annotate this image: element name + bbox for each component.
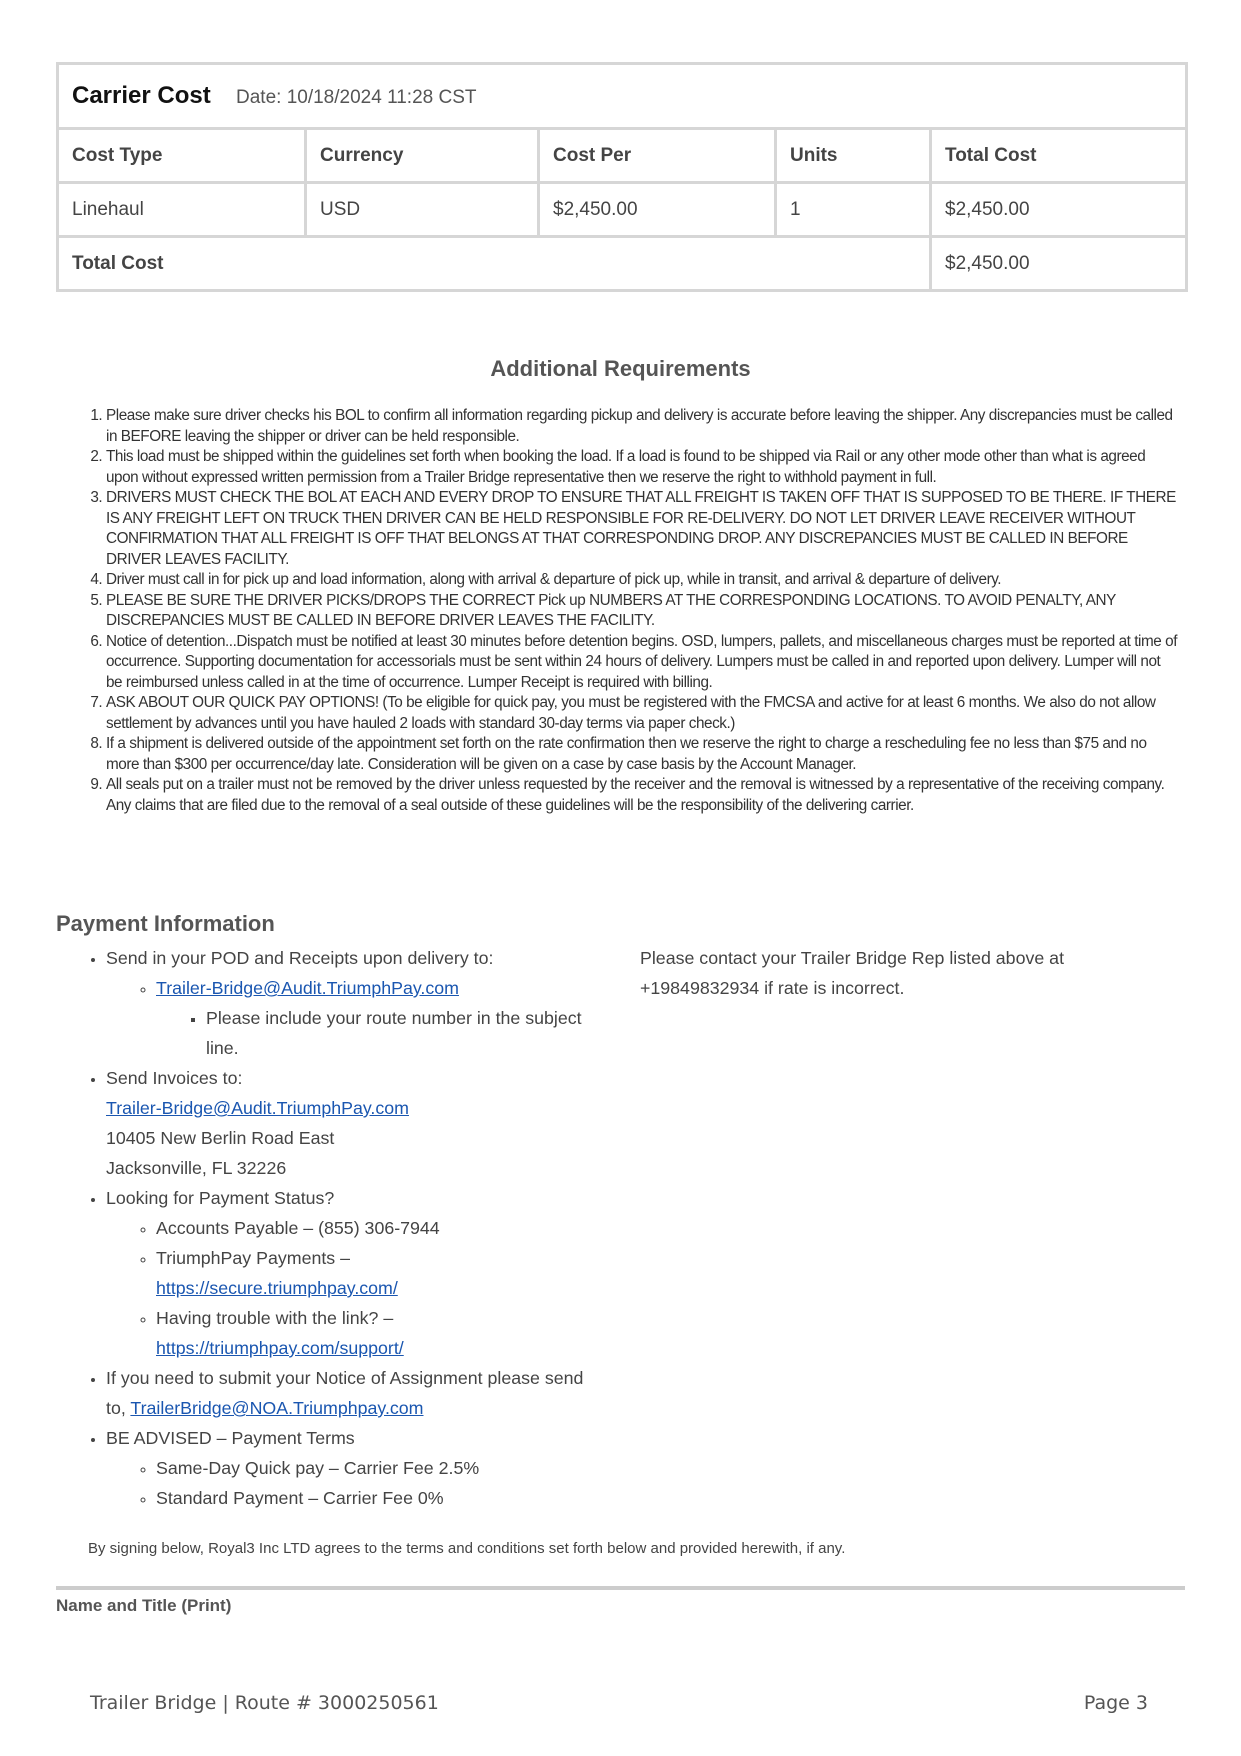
column-header-cost-per: Cost Per [539, 129, 776, 183]
footer-page-number: Page 3 [1083, 1692, 1148, 1714]
list-item: 9. All seals put on a trailer must not be removed by the driver unless requested by the receiver and the removal is witnessed by a representative of the receiving company. Any claims that are filed due to the removal of a seal outside of these guidelines will be the responsibility of the delivering carrier. [106, 775, 1180, 816]
standard-pay-term: ◦ Standard Payment – Carrier Fee 0% [156, 1483, 606, 1513]
list-item: 3. DRIVERS MUST CHECK THE BOL AT EACH AND EVERY DROP TO ENSURE THAT ALL FREIGHT IS TAKEN OFF THAT IS SUPPOSED TO BE THERE. IF THERE IS ANY FREIGHT LEFT ON TRUCK THEN DRIVER CAN BE HELD RESPONSIBLE FOR RE-DELIVERY. DO NOT LET DRIVER LEAVE RECEIVER WITHOUT CONFIRMATION THAT ALL FREIGHT IS OFF THAT BELONGS AT THAT CORRESPONDING DROP. ANY DISCREPANCIES MUST BE CALLED IN BEFORE DRIVER LEAVES FACILITY. [106, 488, 1180, 570]
list-item: 8. If a shipment is delivered outside of the appointment set forth on the rate confirmation then we reserve the right to charge a rescheduling fee no less than $75 and no more than $300 per occurrence/day late. Consideration will be given on a case by case basis by the Account Manager. [106, 734, 1180, 775]
list-item: 2. This load must be shipped within the guidelines set forth when booking the load. If a load is found to be shipped via Rail or any other mode other than what is agreed upon without expressed written permission from a Trailer Bridge representative then we reserve the right to withhold payment in full. [106, 447, 1180, 488]
address-line-1: 10405 New Berlin Road East [106, 1128, 335, 1148]
noa-email-link[interactable]: TrailerBridge@NOA.Triumphpay.com [130, 1398, 424, 1418]
list-item [106, 1063, 606, 1183]
triumphpay-label: TriumphPay Payments – [156, 1248, 351, 1268]
signature-line [56, 1586, 1185, 1590]
cell-units: 1 [776, 183, 931, 237]
payment-status-label: Looking for Payment Status? [106, 1188, 335, 1208]
list-item [156, 1303, 606, 1363]
payment-list [106, 943, 606, 1513]
cell-currency: USD [306, 183, 539, 237]
cell-total-cost: $2,450.00 [931, 183, 1187, 237]
name-title-label: Name and Title (Print) [56, 1596, 232, 1615]
total-cost-value: $2,450.00 [931, 237, 1187, 291]
column-header-cost-type: Cost Type [58, 129, 306, 183]
accounts-payable: ◦ Accounts Payable – (855) 306-7944 [156, 1213, 606, 1243]
table-row [58, 183, 1187, 237]
quick-pay-term: ◦ Same-Day Quick pay – Carrier Fee 2.5% [156, 1453, 606, 1483]
noa-label: If you need to submit your Notice of Assignment please send to, [106, 1368, 584, 1418]
address-line-2: Jacksonville, FL 32226 [106, 1158, 287, 1178]
list-item: 4. Driver must call in for pick up and load information, along with arrival & departure of pick up, while in transit, and arrival & departure of delivery. [106, 570, 1180, 591]
contact-line-2: +19849832934 if rate is incorrect. [640, 978, 905, 998]
footer-route: Trailer Bridge | Route # 3000250561 [90, 1692, 439, 1714]
list-item [156, 1243, 606, 1303]
column-header-total-cost: Total Cost [931, 129, 1187, 183]
cell-cost-type: Linehaul [58, 183, 306, 237]
pod-note: ▪ Please include your route number in the subject line. [206, 1003, 606, 1063]
payment-terms-label: BE ADVISED – Payment Terms [106, 1428, 355, 1448]
invoice-label: Send Invoices to: [106, 1068, 243, 1088]
pod-label: Send in your POD and Receipts upon delivery to: [106, 948, 494, 968]
list-item: 5. PLEASE BE SURE THE DRIVER PICKS/DROPS THE CORRECT Pick up NUMBERS AT THE CORRESPONDING LOCATIONS. TO AVOID PENALTY, ANY DISCREPANCIES MUST BE CALLED IN BEFORE DRIVER LEAVES THE FACILITY. [106, 591, 1180, 632]
total-cost-label: Total Cost [58, 237, 931, 291]
contact-line-1: Please contact your Trailer Bridge Rep listed above at [640, 948, 1065, 968]
cell-cost-per: $2,450.00 [539, 183, 776, 237]
additional-requirements-heading: Additional Requirements [490, 356, 751, 381]
pod-email-link[interactable]: Trailer-Bridge@Audit.TriumphPay.com [156, 978, 459, 998]
total-row [58, 237, 1187, 291]
list-item [156, 973, 606, 1063]
triumphpay-link[interactable]: https://secure.triumphpay.com/ [156, 1278, 398, 1298]
list-item [106, 1423, 606, 1513]
trouble-label: Having trouble with the link? – [156, 1308, 394, 1328]
table-header-row [58, 129, 1187, 183]
support-link[interactable]: https://triumphpay.com/support/ [156, 1338, 404, 1358]
list-item: 1. Please make sure driver checks his BOL to confirm all information regarding pickup and delivery is accurate before leaving the shipper. Any discrepancies must be called in BEFORE leaving the shipper or driver can be held responsible. [106, 406, 1180, 447]
list-item [106, 1363, 606, 1423]
rep-contact-note [640, 943, 1160, 1003]
column-header-units: Units [776, 129, 931, 183]
payment-information-heading: Payment Information [56, 911, 275, 936]
list-item [106, 1183, 606, 1363]
carrier-cost-date: Date: 10/18/2024 11:28 CST [236, 87, 477, 108]
carrier-cost-title: Carrier Cost [72, 82, 211, 109]
list-item [106, 943, 606, 1063]
column-header-currency: Currency [306, 129, 539, 183]
carrier-cost-title-row [58, 64, 1187, 129]
list-item: 6. Notice of detention...Dispatch must be notified at least 30 minutes before detention begins. OSD, lumpers, pallets, and miscellaneous charges must be reported at time of occurrence. Supporting documentation for accessorials must be sent within 24 hours of delivery. Lumpers must be called in and reported upon delivery. Lumper will not be reimbursed unless called in at the time of occurrence. Lumper Receipt is required with billing. [106, 632, 1180, 694]
invoice-email-link[interactable]: Trailer-Bridge@Audit.TriumphPay.com [106, 1098, 409, 1118]
requirements-list [106, 406, 1180, 816]
list-item: 7. ASK ABOUT OUR QUICK PAY OPTIONS! (To be eligible for quick pay, you must be registered with the FMCSA and active for at least 6 months. We also do not allow settlement by advances until you have hauled 2 loads with standard 30-day terms via paper check.) [106, 693, 1180, 734]
carrier-cost-table [56, 62, 1188, 292]
agreement-text: By signing below, Royal3 Inc LTD agrees to the terms and conditions set forth below and provided herewith, if any. [88, 1540, 846, 1557]
